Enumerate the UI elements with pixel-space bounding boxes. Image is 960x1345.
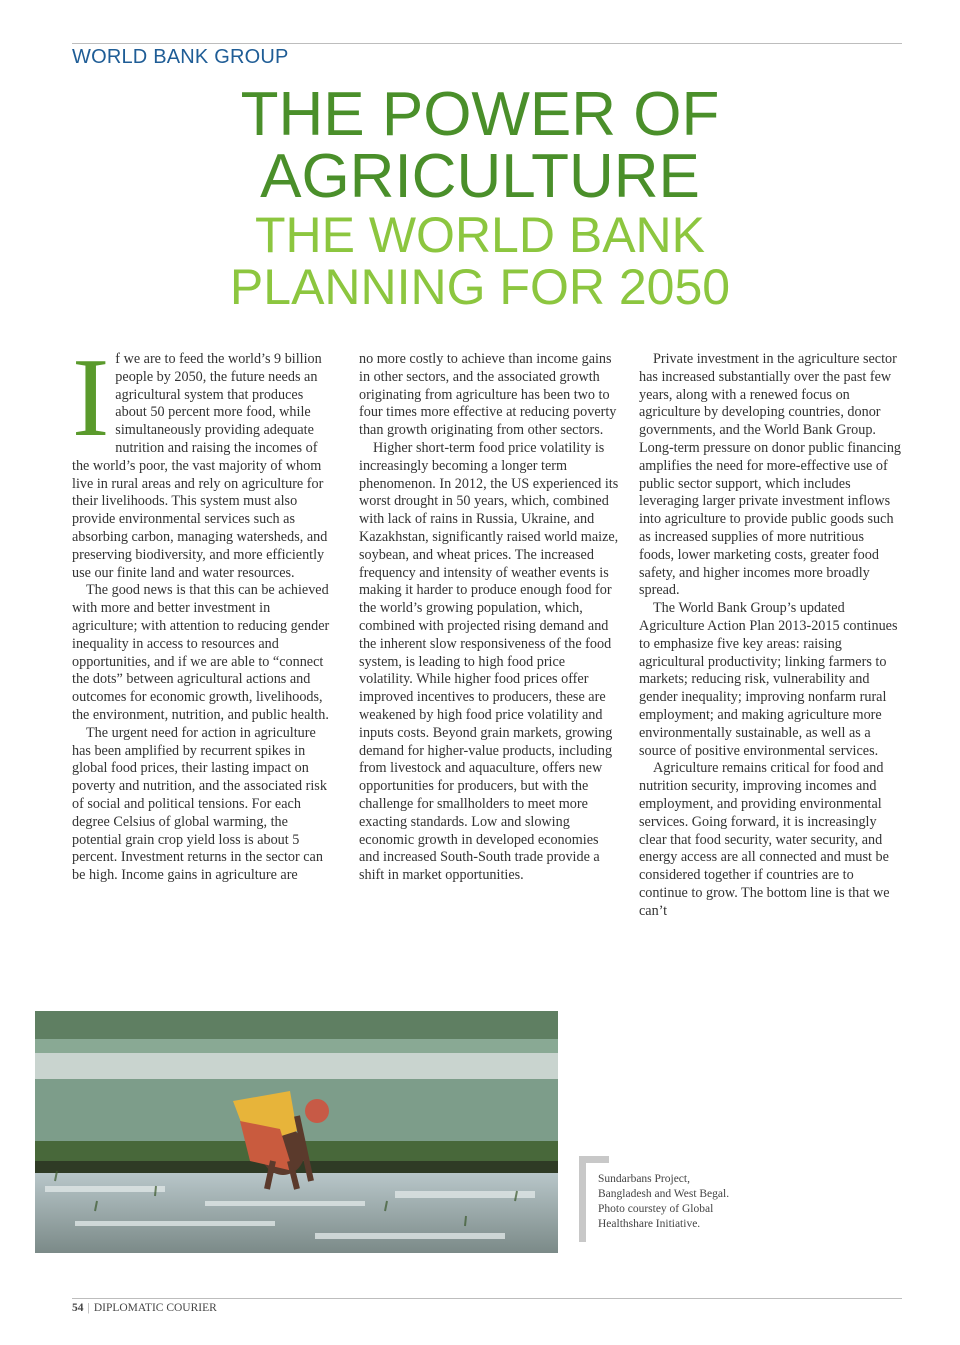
paragraph: f we are to feed the world’s 9 billion people by 2050, the future needs an agricultural system that produces about 50 percent more food, while simultaneously providing adequate nutrition and raising the incomes of the world’s poor, the vast majority of whom live in rural areas and rely on agriculture for their livelihoods. This system must also provide environmental services such as absorbing carbon, managing watersheds, and preserving biodiversity, and more efficiently use our finite land and water resources. [72, 351, 328, 581]
top-rule [72, 43, 902, 44]
headline-line-2: AGRICULTURE [260, 142, 700, 211]
caption-line: Photo courstey of Global [598, 1203, 714, 1215]
paragraph: no more costly to achieve than income gains in other sectors, and the associated growth originating from agriculture has been two to four times more effective at reducing poverty than growth originating from other sectors. [359, 351, 617, 439]
caption-line: Sundarbans Project, [598, 1173, 690, 1185]
publication-name: DIPLOMATIC COURIER [93, 1302, 217, 1314]
photo-caption [598, 1172, 798, 1232]
publisher-label: WORLD BANK GROUP [72, 46, 289, 68]
subheadline-line-2: PLANNING FOR 2050 [229, 259, 731, 315]
page-footer [72, 1302, 217, 1314]
page-number: 54 [72, 1302, 84, 1314]
rice-paddy-photo [35, 1011, 558, 1253]
headline-line-1: THE POWER OF [240, 80, 720, 149]
caption-line: Healthshare Initiative. [598, 1218, 701, 1230]
article-column-1 [72, 336, 337, 885]
paragraph: Private investment in the agriculture sector has increased substantially over the past few years, along with a renewed focus on agriculture by developing countries, donor governments, and the World Bank Group. Long-term pressure on donor public financing amplifies the need for more-effective use of public sector support, which includes leveraging larger private investment inflows into agriculture to provide public goods such as increased supplies of more nutritious foods, lower marketing costs, greater food safety, and higher incomes more broadly spread. [639, 351, 902, 599]
paragraph: The World Bank Group’s updated Agriculture Action Plan 2013-2015 continues to emphasize five key areas: raising agricultural productivity; linking farmers to markets; reducing risk, vulnerability and gender inequality; improving nonfarm rural employment; and making agriculture more environmentally sustainable, as well as a source of positive environmental services. [639, 600, 898, 759]
caption-bracket [579, 1156, 586, 1242]
bottom-rule [72, 1298, 902, 1299]
headline-block [0, 80, 960, 315]
paragraph: Agriculture remains critical for food and nutrition security, improving incomes and employment, and providing environmental services. Going forward, it is increasingly clear that food security, water security, and energy access are all connected and must be considered together if countries are to continue to grow. The bottom line is that we can’t [639, 760, 890, 919]
drop-cap: I [72, 336, 110, 460]
paragraph: The urgent need for action in agriculture has been amplified by recurrent spikes in global food prices, their lasting impact on poverty and nutrition, and the associated risk of social and political tensions. For each degree Celsius of global warming, the potential grain crop yield loss is about 5 percent. Investment returns in the sector can be high. Income gains in agriculture are [72, 724, 327, 884]
paragraph: The good news is that this can be achieved with more and better investment in agriculture; with attention to reducing gender inequality in access to resources and opportunities, and if we are able to “connect the dots” between agricultural actions and outcomes for economic growth, livelihoods, the environment, nutrition, and public health. [72, 582, 330, 723]
subheadline-line-1: THE WORLD BANK [254, 207, 706, 263]
paragraph: Higher short-term food price volatility is increasingly becoming a longer term phenomenon. In 2012, the US experienced its worst drought in 50 years, which, combined with lack of rains in Russia, Ukraine, and Kazakhstan, significantly raised world maize, soybean, and wheat prices. The increased frequency and intensity of weather events is making it harder to produce enough food for the world’s growing population, which, combined with projected rising demand and the inherent slow responsiveness of the food system, is leading to high food price volatility. While higher food prices offer improved incentives to producers, these are weakened by high food price volatility and inputs costs. Beyond grain markets, growing demand for higher-value products, including from livestock and aquaculture, offers new opportunities for producers, but with the challenge for smallholders to meet more exacting standards. Low and slowing economic growth in developed economies and increased South-South trade provide a shift in market opportunities. [359, 439, 619, 884]
article-column-2 [359, 351, 621, 885]
article-column-3 [639, 351, 902, 921]
caption-line: Bangladesh and West Begal. [598, 1188, 730, 1200]
footer-separator: | [87, 1302, 90, 1314]
